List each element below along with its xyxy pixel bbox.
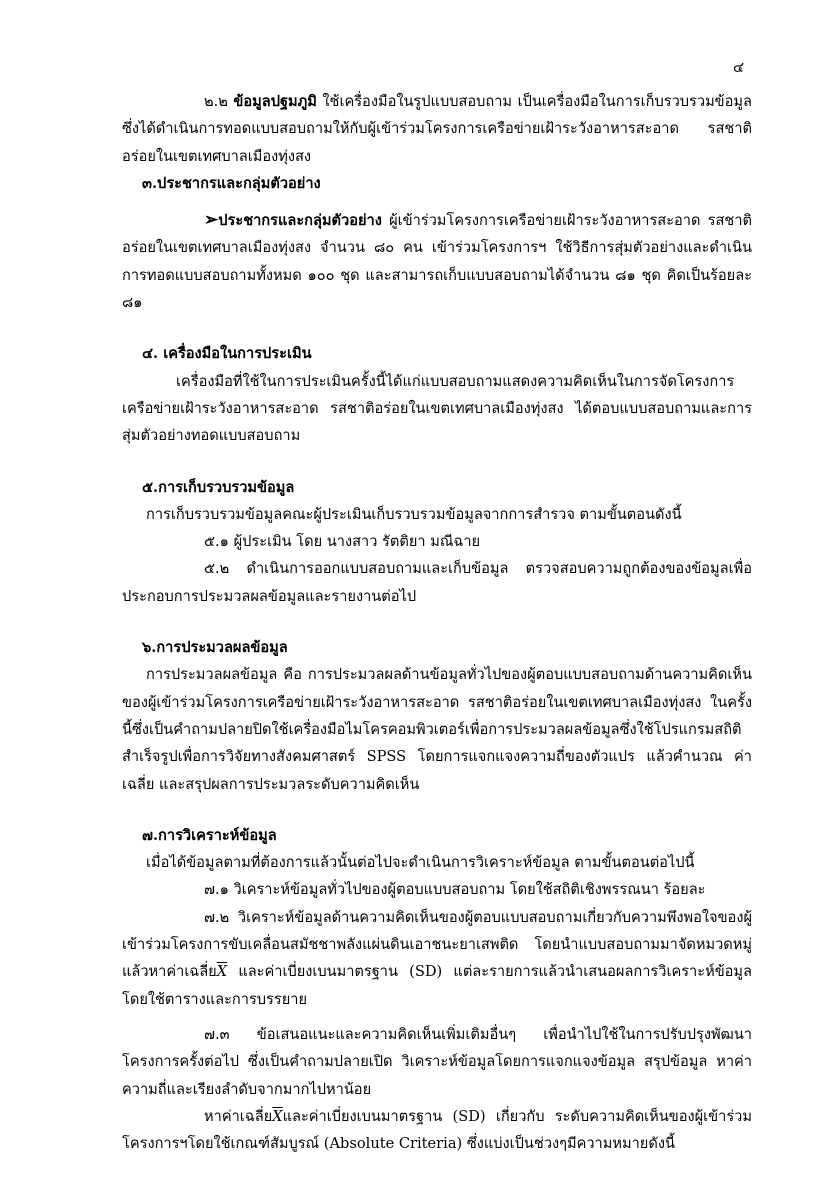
mean-symbol: $\overline{X}$ (216, 963, 228, 981)
population-paragraph (122, 207, 752, 316)
page-number: ๔ (732, 59, 744, 76)
section-6-heading: ๖.การประมวลผลข้อมูล (142, 639, 288, 657)
mean-sd-text-b: และค่าเบี่ยงเบนมาตรฐาน (SD) เกี่ยวกับ ระดับความคิดเห็นของผู้เข้าร่วมโครงการฯโดยใช้เกณฑ์สัมบูรณ์ (Absolute Criteria) ซึ่งแบ่งเป็นช่วงๆมีความหมายดังนี้ (122, 1107, 752, 1153)
primary-data-paragraph (122, 88, 752, 170)
analysis-item-7-2-text-b: และค่าเบี่ยงเบนมาตรฐาน (SD) แต่ละรายการแล้วนำเสนอผลการวิเคราะห์ข้อมูลโดยใช้ตารางและการบรรยาย (122, 963, 752, 1008)
mean-symbol-2: $\overline{X}$ (272, 1107, 283, 1125)
section-4-heading: ๔. เครื่องมือในการประเมิน (142, 345, 312, 363)
population-text: ผู้เข้าร่วมโครงการเครือข่ายเฝ้าระวังอาหารสะอาด รสชาติอร่อยในเขตเทศบาลเมืองทุ่งสง จำนวน ๘๐ คน เข้าร่วมโครงการฯ ใช้วิธีการสุ่มตัวอย่างและดำเนินการทอดแบบสอบถามทั้งหมด ๑๐๐ ชุด และสามารถเก็บแบบสอบถามได้จำนวน ๘๑ ชุด คิดเป็นร้อยละ ๘๑ (122, 212, 752, 312)
population-term: ประชากรและกลุ่มตัวอย่าง (218, 212, 382, 230)
mean-sd-text-a: หาค่าเฉลี่ย (204, 1107, 273, 1125)
section-2-2-number: ๒.๒ (204, 93, 234, 110)
primary-data-term: ข้อมูลปฐมภูมิ (233, 93, 317, 110)
mean-sd-paragraph (122, 1103, 752, 1158)
section-7-heading: ๗.การวิเคราะห์ข้อมูล (142, 826, 277, 844)
analysis-item-7-2-text-a: ๗.๒ วิเคราะห์ข้อมูลด้านความคิดเห็นของผู้ตอบแบบสอบถามเกี่ยวกับความพึงพอใจของผู้เข้าร่วมโครงการขับเคลื่อนสมัชชาพลังแผ่นดินเอาชนะยาเสพติด โดยนำแบบสอบถามมาจัดหมวดหมู่แล้วหาค่าเฉลี่ย (122, 908, 752, 981)
arrow-bullet-icon: ➢ (204, 210, 219, 231)
section-5-heading: ๕.การเก็บรวบรวมข้อมูล (142, 478, 295, 496)
collection-item-5-2: ๕.๒ ดำเนินการออกแบบสอบถามและเก็บข้อมูล ตรวจสอบความถูกต้องของข้อมูลเพื่อประกอบการประมวลผลข้อมูลและรายงานต่อไป (122, 560, 752, 605)
collection-item-5-1: ๕.๑ ผู้ประเมิน โดย นางสาว รัตติยา มณีฉาย (204, 533, 481, 551)
primary-data-text: ใช้เครื่องมือในรูปแบบสอบถาม เป็นเครื่องมือในการเก็บรวบรวมข้อมูลซึ่งได้ดำเนินการทอดแบบสอบถามให้กับผู้เข้าร่วมโครงการเครือข่ายเฝ้าระวังอาหารสะอาด รสชาติอร่อยในเขตเทศบาลเมืองทุ่งสง (122, 93, 752, 165)
analysis-item-7-3: ๗.๓ ข้อเสนอแนะและความคิดเห็นเพิ่มเติมอื่นๆ เพื่อนำไปใช้ในการปรับปรุงพัฒนาโครงการครั้งต่อไป ซึ่งเป็นคำถามปลายเปิด วิเคราะห์ข้อมูลโดยการแจกแจงข้อมูล สรุปข้อมูล หาค่าความถี่และเรียงลำดับจากมากไปหาน้อย (122, 1025, 752, 1098)
processing-paragraph: การประมวลผลข้อมูล คือ การประมวลผลด้านข้อมูลทั่วไปของผู้ตอบแบบสอบถามด้านความคิดเห็นของผู้เข้าร่วมโครงการเครือข่ายเฝ้าระวังอาหารสะอาด รสชาติอร่อยในเขตเทศบาลเมืองทุ่งสง ในครั้งนี้ซึ่งเป็นคำถามปลายปิดใช้เครื่องมือไมโครคอมพิวเตอร์เพื่อการประมวลผลข้อมูลซึ่งใช้โปรแกรมสถิติสำเร็จรูปเพื่อการวิจัยทางสังคมศาสตร์ SPSS โดยการแจกแจงความถี่ของตัวแปร แล้วคำนวณ ค่าเฉลี่ย และสรุปผลการประมวลระดับความคิดเห็น (122, 666, 752, 793)
analysis-item-7-1: ๗.๑ วิเคราะห์ข้อมูลทั่วไปของผู้ตอบแบบสอบถาม โดยใช้สถิติเชิงพรรณนา ร้อยละ (204, 881, 706, 899)
analysis-intro: เมื่อได้ข้อมูลตามที่ต้องการแล้วนั้นต่อไปจะดำเนินการวิเคราะห์ข้อมูล ตามขั้นตอนต่อไปนี้ (146, 854, 695, 872)
section-3-heading: ๓.ประชากรและกลุ่มตัวอย่าง (142, 174, 321, 192)
analysis-item-7-2 (122, 904, 752, 1013)
collection-intro: การเก็บรวบรวมข้อมูลคณะผู้ประเมินเก็บรวบรวมข้อมูลจากการสำรวจ ตามขั้นตอนดังนี้ (146, 505, 682, 523)
instrument-paragraph: เครื่องมือที่ใช้ในการประเมินครั้งนี้ได้แก่แบบสอบถามแสดงความคิดเห็นในการจัดโครงการเครือข่ายเฝ้าระวังอาหารสะอาด รสชาติอร่อยในเขตเทศบาลเมืองทุ่งสง ได้ตอบแบบสอบถามและการสุ่มตัวอย่างทอดแบบสอบถาม (122, 372, 752, 445)
